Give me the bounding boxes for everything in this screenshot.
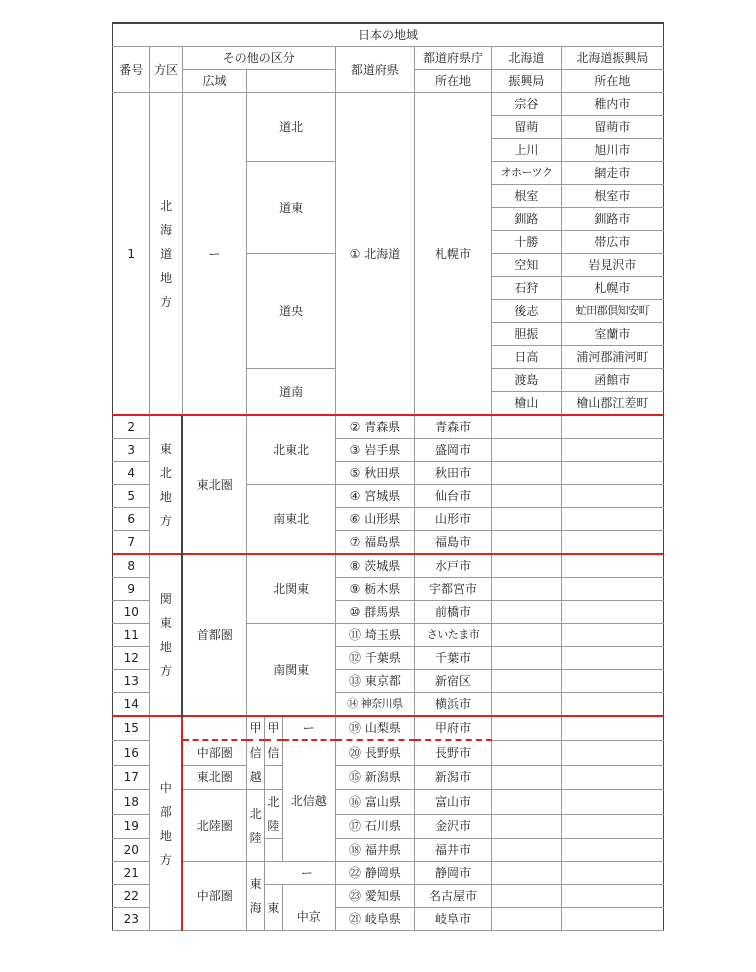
- row-number: 19: [113, 814, 150, 839]
- capital-cell: 新潟市: [414, 765, 491, 789]
- chubu-wide-chubu1: 中部圏: [182, 740, 247, 765]
- bureau-name: 石狩: [492, 277, 562, 300]
- bureau-empty: [492, 670, 562, 693]
- header-other: その他の区分: [182, 47, 335, 70]
- capital-cell: 福島市: [414, 531, 491, 555]
- header-wide: 広域: [182, 70, 247, 93]
- pref-cell: ⑨ 栃木県: [335, 578, 414, 601]
- pref-cell: ⑥ 山形県: [335, 508, 414, 531]
- row-number: 3: [113, 439, 150, 462]
- japan-regions-table: [112, 22, 664, 931]
- bureau-name: 十勝: [492, 231, 562, 254]
- row-number: 2: [113, 415, 150, 439]
- row-number: 12: [113, 647, 150, 670]
- capital-cell: 前橋市: [414, 601, 491, 624]
- row-number: 23: [113, 908, 150, 931]
- pref-cell: ㉓ 愛知県: [335, 885, 414, 908]
- bureau-loc: 網走市: [561, 162, 663, 185]
- capital-cell: 宇都宮市: [414, 578, 491, 601]
- bureau-name: オホーツク: [492, 162, 562, 185]
- pref-cell: ⑱ 福井県: [335, 839, 414, 862]
- row-number: 14: [113, 693, 150, 717]
- row-number: 4: [113, 462, 150, 485]
- capital-cell: 水戸市: [414, 554, 491, 578]
- pref-cell: ⑰ 石川県: [335, 814, 414, 839]
- capital-cell: 山形市: [414, 508, 491, 531]
- capital-cell: 横浜市: [414, 693, 491, 717]
- bureau-empty: [492, 908, 562, 931]
- bureau-name: 宗谷: [492, 93, 562, 116]
- row-number: 10: [113, 601, 150, 624]
- chubu-hokuriku-b: 北陸: [265, 790, 283, 839]
- bureau-empty: [492, 790, 562, 815]
- bureau-empty: [492, 485, 562, 508]
- bureau-name: 後志: [492, 300, 562, 323]
- row-number: 8: [113, 554, 150, 578]
- pref-cell: ⑤ 秋田県: [335, 462, 414, 485]
- capital-cell: 静岡市: [414, 862, 491, 885]
- bureau-loc: 根室市: [561, 185, 663, 208]
- capital-cell: 甲府市: [414, 716, 491, 740]
- bureau-loc-empty: [561, 716, 663, 740]
- bureau-loc: 浦河郡浦河町: [561, 346, 663, 369]
- bureau-loc-empty: [561, 790, 663, 815]
- bureau-empty: [492, 415, 562, 439]
- bureau-empty: [492, 647, 562, 670]
- tohoku-sub-south: 南東北: [247, 485, 336, 555]
- table-title: 日本の地域: [113, 23, 664, 47]
- bureau-loc: 釧路市: [561, 208, 663, 231]
- bureau-loc-empty: [561, 554, 663, 578]
- bureau-loc: 札幌市: [561, 277, 663, 300]
- row-number: 22: [113, 885, 150, 908]
- hokkaido-number: 1: [113, 93, 150, 416]
- bureau-loc-empty: [561, 670, 663, 693]
- bureau-name: 留萌: [492, 116, 562, 139]
- chubu-tokai: 東海: [247, 862, 265, 931]
- capital-cell: 富山市: [414, 790, 491, 815]
- chubu-higashi: 東: [265, 885, 283, 931]
- pref-cell: ㉒ 静岡県: [335, 862, 414, 885]
- chubu-wide-hokuriku: 北陸圏: [182, 790, 247, 862]
- pref-cell: ㉑ 岐阜県: [335, 908, 414, 931]
- row-number: 21: [113, 862, 150, 885]
- capital-cell: 岐阜市: [414, 908, 491, 931]
- header-bureau-loc-top: 北海道振興局: [561, 47, 663, 70]
- hokkaido-pref: ① 北海道: [335, 93, 414, 416]
- bureau-loc-empty: [561, 624, 663, 647]
- pref-cell: ⑮ 新潟県: [335, 765, 414, 789]
- pref-cell: ⑧ 茨城県: [335, 554, 414, 578]
- bureau-loc-empty: [561, 765, 663, 789]
- row-number: 13: [113, 670, 150, 693]
- bureau-empty: [492, 765, 562, 789]
- header-other-blank: [247, 70, 336, 93]
- kanto-block: 関東地方: [150, 554, 182, 716]
- row-number: 6: [113, 508, 150, 531]
- bureau-loc-empty: [561, 578, 663, 601]
- bureau-loc: 留萌市: [561, 116, 663, 139]
- pref-cell: ⑦ 福島県: [335, 531, 414, 555]
- capital-cell: 盛岡市: [414, 439, 491, 462]
- kanto-sub-south: 南関東: [247, 624, 336, 717]
- bureau-loc-empty: [561, 415, 663, 439]
- capital-cell: 青森市: [414, 415, 491, 439]
- bureau-loc: 檜山郡江差町: [561, 392, 663, 416]
- bureau-empty: [492, 814, 562, 839]
- bureau-empty: [492, 693, 562, 717]
- bureau-loc-empty: [561, 862, 663, 885]
- row-number: 5: [113, 485, 150, 508]
- bureau-empty: [492, 624, 562, 647]
- bureau-loc: 帯広市: [561, 231, 663, 254]
- bureau-loc-empty: [561, 693, 663, 717]
- hokkaido-block: 北海道地方: [150, 93, 182, 416]
- bureau-empty: [492, 716, 562, 740]
- bureau-empty: [492, 578, 562, 601]
- chubu-wide-chubu2: 中部圏: [182, 862, 247, 931]
- chubu-hokuriku-a: 北陸: [247, 790, 265, 862]
- chubu-kou-2: 甲: [265, 716, 283, 740]
- hokkaido-sub-dohoku: 道北: [247, 93, 336, 162]
- chubu-shin: 信: [265, 740, 283, 765]
- header-capital-top: 都道府県庁: [414, 47, 491, 70]
- capital-cell: 新宿区: [414, 670, 491, 693]
- hokkaido-sub-dounan: 道南: [247, 369, 336, 416]
- chubu-wide-tohoku: 東北圏: [182, 765, 247, 789]
- bureau-loc-empty: [561, 508, 663, 531]
- hokkaido-capital: 札幌市: [414, 93, 491, 416]
- capital-cell: さいたま市: [414, 624, 491, 647]
- chubu-chukyo: 中京: [282, 885, 335, 931]
- bureau-name: 檜山: [492, 392, 562, 416]
- bureau-loc: 旭川市: [561, 139, 663, 162]
- region-table-sheet: [112, 22, 664, 972]
- bureau-loc: 虻田郡倶知安町: [561, 300, 663, 323]
- bureau-name: 空知: [492, 254, 562, 277]
- chubu-hokuriku-blank: [265, 839, 283, 862]
- row-number: 15: [113, 716, 150, 740]
- header-pref: 都道府県: [335, 47, 414, 93]
- pref-cell: ⑬ 東京都: [335, 670, 414, 693]
- row-number: 16: [113, 740, 150, 765]
- bureau-name: 上川: [492, 139, 562, 162]
- pref-cell: ④ 宮城県: [335, 485, 414, 508]
- bureau-name: 根室: [492, 185, 562, 208]
- pref-cell: ⑪ 埼玉県: [335, 624, 414, 647]
- chubu-wide-yamanashi: [182, 716, 247, 740]
- hokkaido-sub-douou: 道央: [247, 254, 336, 369]
- header-bureau-loc-bottom: 所在地: [561, 70, 663, 93]
- bureau-name: 胆振: [492, 323, 562, 346]
- row-number: 20: [113, 839, 150, 862]
- capital-cell: 秋田市: [414, 462, 491, 485]
- bureau-loc-empty: [561, 462, 663, 485]
- bureau-loc-empty: [561, 485, 663, 508]
- bureau-empty: [492, 740, 562, 765]
- chubu-shinetsu: 信越: [247, 740, 265, 790]
- bureau-empty: [492, 601, 562, 624]
- bureau-name: 渡島: [492, 369, 562, 392]
- hokkaido-wide: ー: [182, 93, 247, 416]
- hokkaido-sub-dotou: 道東: [247, 162, 336, 254]
- pref-cell: ⑫ 千葉県: [335, 647, 414, 670]
- tohoku-wide: 東北圏: [182, 415, 247, 554]
- capital-cell: 名古屋市: [414, 885, 491, 908]
- capital-cell: 千葉市: [414, 647, 491, 670]
- capital-cell: 仙台市: [414, 485, 491, 508]
- pref-cell: ⑳ 長野県: [335, 740, 414, 765]
- row-number: 7: [113, 531, 150, 555]
- bureau-loc-empty: [561, 814, 663, 839]
- bureau-empty: [492, 554, 562, 578]
- chubu-dash-2: ー: [265, 862, 336, 885]
- bureau-loc-empty: [561, 601, 663, 624]
- bureau-loc: 室蘭市: [561, 323, 663, 346]
- bureau-loc-empty: [561, 740, 663, 765]
- bureau-empty: [492, 839, 562, 862]
- header-block: 方区: [150, 47, 182, 93]
- tohoku-sub-north: 北東北: [247, 415, 336, 485]
- row-number: 18: [113, 790, 150, 815]
- kanto-wide: 首都圏: [182, 554, 247, 716]
- bureau-loc-empty: [561, 647, 663, 670]
- pref-cell: ② 青森県: [335, 415, 414, 439]
- chubu-hokushinetsu: 北信越: [282, 740, 335, 862]
- tohoku-block: 東北地方: [150, 415, 182, 554]
- pref-cell: ⑭ 神奈川県: [335, 693, 414, 717]
- bureau-empty: [492, 508, 562, 531]
- chubu-kou-1: 甲: [247, 716, 265, 740]
- bureau-empty: [492, 885, 562, 908]
- chubu-shin-blank: [265, 765, 283, 789]
- capital-cell: 福井市: [414, 839, 491, 862]
- row-number: 9: [113, 578, 150, 601]
- chubu-block: 中部地方: [150, 716, 182, 931]
- pref-cell: ⑯ 富山県: [335, 790, 414, 815]
- bureau-empty: [492, 862, 562, 885]
- bureau-loc-empty: [561, 908, 663, 931]
- bureau-empty: [492, 531, 562, 555]
- row-number: 11: [113, 624, 150, 647]
- bureau-name: 釧路: [492, 208, 562, 231]
- bureau-name: 日高: [492, 346, 562, 369]
- pref-cell: ⑩ 群馬県: [335, 601, 414, 624]
- header-number: 番号: [113, 47, 150, 93]
- bureau-empty: [492, 462, 562, 485]
- header-bureau-bottom: 振興局: [492, 70, 562, 93]
- kanto-sub-north: 北関東: [247, 554, 336, 624]
- pref-cell: ③ 岩手県: [335, 439, 414, 462]
- row-number: 17: [113, 765, 150, 789]
- capital-cell: 長野市: [414, 740, 491, 765]
- bureau-loc-empty: [561, 439, 663, 462]
- pref-cell: ⑲ 山梨県: [335, 716, 414, 740]
- bureau-loc-empty: [561, 531, 663, 555]
- bureau-loc-empty: [561, 839, 663, 862]
- bureau-loc-empty: [561, 885, 663, 908]
- chubu-dash-1: ー: [282, 716, 335, 740]
- bureau-loc: 稚内市: [561, 93, 663, 116]
- capital-cell: 金沢市: [414, 814, 491, 839]
- header-bureau-top: 北海道: [492, 47, 562, 70]
- header-capital-bottom: 所在地: [414, 70, 491, 93]
- bureau-loc: 函館市: [561, 369, 663, 392]
- bureau-loc: 岩見沢市: [561, 254, 663, 277]
- bureau-empty: [492, 439, 562, 462]
